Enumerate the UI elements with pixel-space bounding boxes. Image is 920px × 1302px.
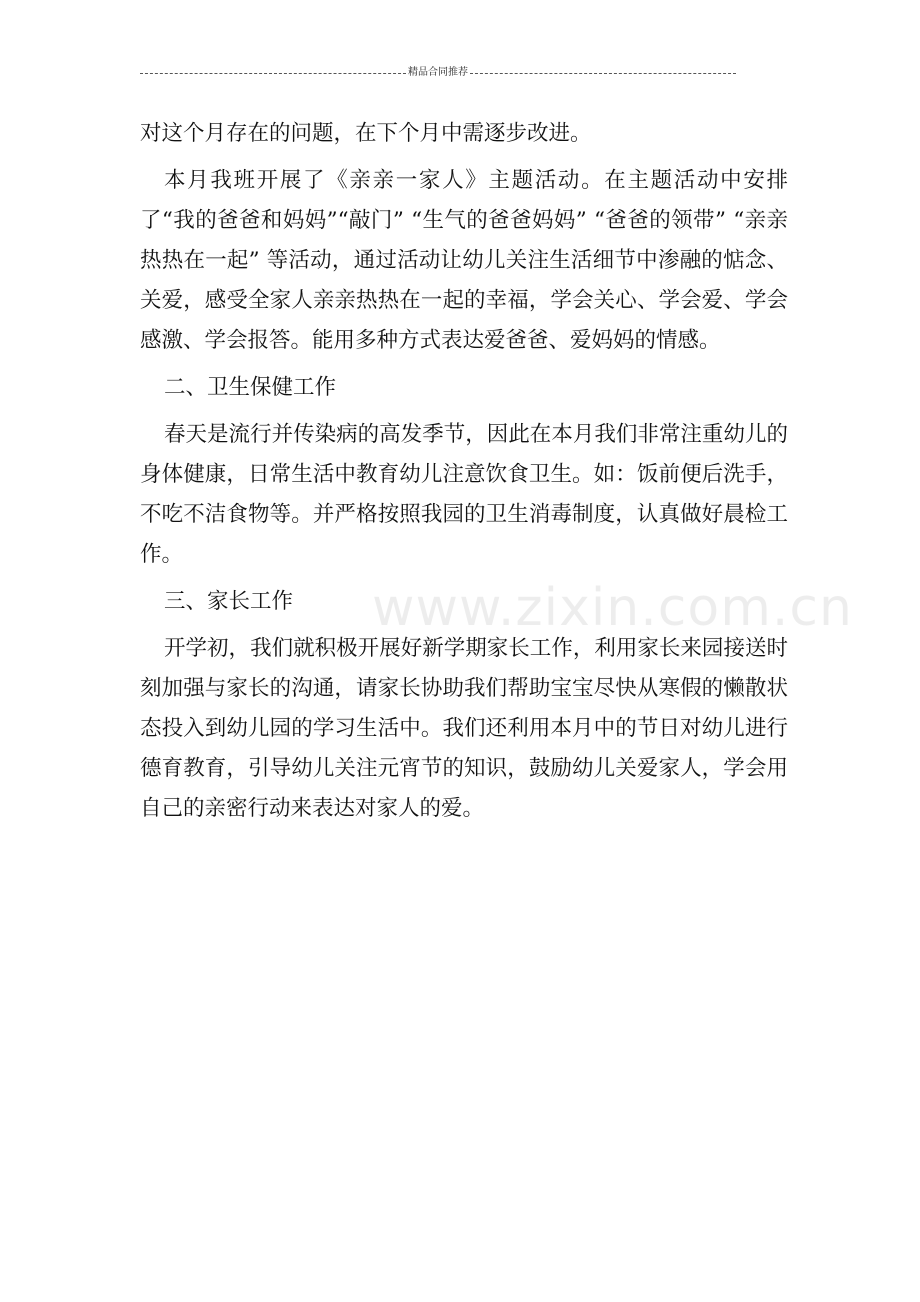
section-heading-parents: 三、家长工作 [164, 589, 294, 614]
paragraph-continuation: 对这个月存在的问题，在下个月中需逐步改进。 [140, 121, 592, 146]
paragraph-parents: 开学初，我们就积极开展好新学期家长工作，利用家长来园接送时刻加强与家长的沟通，请家长协助我们帮助宝宝尽快从寒假的懒散状态投入到幼儿园的学习生活中。我们还利用本月中的节日对幼儿进行德育教育，引导幼儿关注元宵节的知识，鼓励幼儿关爱家人，学会用自己的亲密行动来表达对家人的爱。 [140, 636, 788, 821]
header-title: 精品合同推荐 [408, 67, 468, 78]
page-header [140, 66, 736, 80]
document-body [140, 114, 788, 836]
paragraph-health: 春天是流行并传染病的高发季节，因此在本月我们非常注重幼儿的身体健康，日常生活中教育幼儿注意饮食卫生。如：饭前便后洗手，不吃不洁食物等。并严格按照我园的卫生消毒制度，认真做好晨检工作。 [140, 422, 788, 567]
watermark: www.zixin.com.cn [372, 578, 853, 638]
section-heading-health: 二、卫生保健工作 [164, 375, 337, 400]
paragraph-theme-activity: 本月我班开展了《亲亲一家人》主题活动。在主题活动中安排了“我的爸爸和妈妈”“敲门” “生气的爸爸妈妈” “爸爸的领带” “亲亲热热在一起” 等活动，通过活动让幼儿关注生活细节中渗融的惦念、关爱，感受全家人亲亲热热在一起的幸福，学会关心、学会爱、学会感激、学会报答。能用多种方式表达爱爸爸、爱妈妈的情感。 [140, 168, 788, 353]
header-dash-right [470, 73, 736, 74]
header-dash-left [140, 73, 406, 74]
